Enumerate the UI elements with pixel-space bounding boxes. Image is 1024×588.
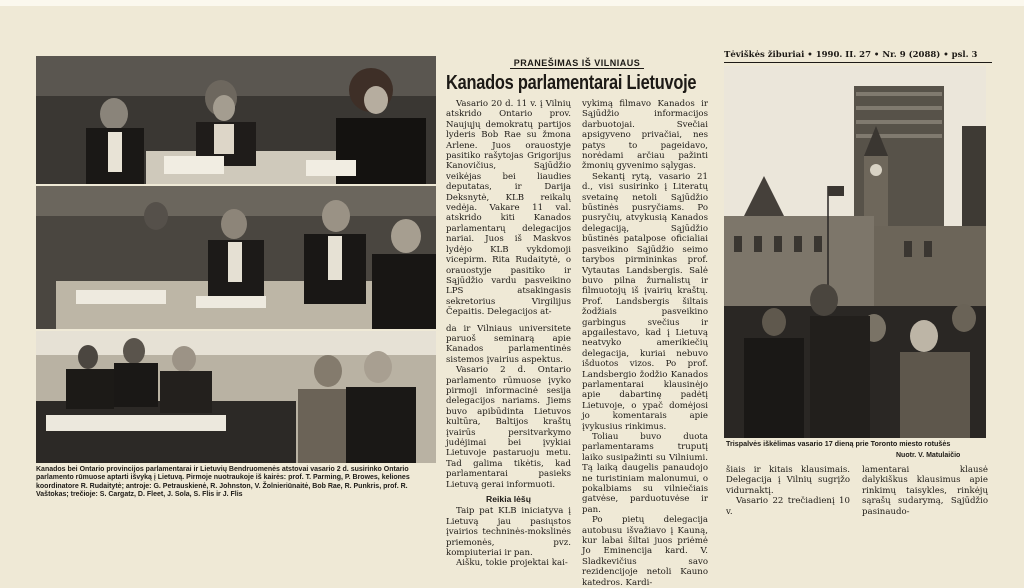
right-column-a xyxy=(726,465,850,517)
article-kicker: PRANEŠIMAS IŠ VILNIAUS xyxy=(446,58,708,68)
photo-parlamentarai-3 xyxy=(36,331,436,463)
article-column-1 xyxy=(446,99,571,569)
masthead-rule xyxy=(724,62,992,63)
article-headline: Kanados parlamentarai Lietuvoje xyxy=(446,72,697,94)
col2-paragraph: Toliau buvo duota parlamentarams truputį laiko susipažinti su Vilniumi. Tą laiką daugelis panaudojo ne turistiniam malonumui, o pokalbiams su vilniečiais gatvėse, parduotuvėse ir pan. xyxy=(582,432,708,515)
col2-paragraph: Sekantį rytą, vasario 21 d., visi susirinko į Literatų svetainę netoli Sąjūdžio būstinės pusryčiams. Po pusryčių, atvykusią Kanados delegaciją, Sąjūdžio būstinės patalpose oficialiai pasveikino Sąjūdžio seimo tarybos pirmininkas prof. Vytautas Landsbergis. Salė buvo pilna žurnalistų ir filmuotojų iš įvairių kraštų. Prof. Landsbergis šiltais žodžiais pasveikino garbingus svečius ir apgailestavo, kad į Lietuvą neatvyko amerikiečių delegacija, kuriai nebuvo išduotos vizos. Po prof. Landsbergio žodžio Kanados parlamentarai klausinėjo apie dabartinę padėtį Lietuvoje, o ypač domėjosi jo komentarais apie įvykusius rinkimus. xyxy=(582,171,708,432)
col1-paragraph: Aišku, tokie projektai kai- xyxy=(456,558,568,569)
page-top-edge xyxy=(0,0,1024,6)
col1-paragraph: Taip pat KLB iniciatyva į Lietuvą jau pasiųstos įvairios techninės-mokslinės priemonės, pvz. kompiuteriai ir pan. xyxy=(446,506,571,559)
col1-subhead: Reikia lėšų xyxy=(486,494,531,505)
photo-parlamentarai-1 xyxy=(36,56,436,184)
left-photo-caption: Kanados bei Ontario provincijos parlamentarai ir Lietuvių Bendruomenės atstovai vasario 2 d. susirinko Ontario parlamento rūmuose aptarti išvyką į Lietuvą. Pirmoje nuotraukoje iš kairės: prof. T. Parming, P. Browes, keliones koordinatore R. Rudaitytė; antroje: G. Petrauskienė, R. Johnston, V. Žolnieriūnaitė, Bob Rae, R. Punkris, prof. R. Vaštokas; trečioje: S. Cargatz, D. Fleet, J. Sola, S. Flis ir J. Flis xyxy=(36,466,410,499)
right-column-b xyxy=(862,465,988,517)
page-masthead: Tėviškės žiburiai • 1990. II. 27 • Nr. 9 (2088) • psl. 3 xyxy=(724,50,978,60)
right-col-b-paragraph: lamentarai klausė dalykiškus klausimus apie rinkimų taisykles, rinkėjų sąrašų sudarymą, Sąjūdžio pasinaudo- xyxy=(862,465,988,517)
col1-paragraph: Vasario 20 d. 11 v. į Vilnių atskrido Ontario prov. Naujųjų demokratų partijos lyderis Bob Rae su žmona Arlene. Juos orauostyje pasitiko rašytojas Grigorijus Kanovičius, Sąjūdžio veikėjas bei liaudies deputatas, ir Darija Deksnytė, KLB reikalų vedėja. Vakare 11 val. atskrido kiti Kanados parlamentarų delegacijos nariai. Juos iš Maskvos lydėjo KLB vykdomoji vicepirm. Rita Rudaitytė, o orauostyje pasitiko ir Sąjūdžio vardu pasveikino LPS atsakingasis sekretorius Virgilijus Čepaitis. Delegacijos at- xyxy=(446,99,571,318)
col1-paragraph: Vasario 2 d. Ontario parlamento rūmuose įvyko pirmoji informacinė sesija delegacijos nariams. Jiems buvo apibūdinta Lietuvos kultūra, Baltijos kraštų įvairūs persitvarkymo judėjimai bei įvykiai Lietuvoje pastaruoju metu. Tad galima tikėtis, kad parlamentarai pasieks Lietuvą gerai informuoti. xyxy=(446,365,571,490)
right-photo-caption: Trispalvės iškėlimas vasario 17 dieną prie Toronto miesto rotušės xyxy=(726,439,951,448)
col2-paragraph: Po pietų delegacija autobusu išvažiavo į Kauną, kur labai šiltai juos priėmė Jo Eminencija kard. V. Sladkevičius savo rezidencijoje netoli Kauno katedros. Kardi- xyxy=(582,515,708,588)
article-column-2 xyxy=(582,99,708,588)
right-col-a-paragraph: šiais ir kitais klausimais. Delegacija į Vilnių sugrįžo vidurnaktį. xyxy=(726,465,850,496)
col1-paragraph: da ir Vilniaus universitete paruoš seminarą apie Kanados parlamentinės sistemos įvairius aspektus. xyxy=(446,323,571,365)
photo-toronto-city-hall xyxy=(724,66,986,438)
right-col-a-paragraph: Vasario 22 trečiadienį 10 v. xyxy=(726,496,850,517)
right-photo-credit: Nuotr. V. Matulaičio xyxy=(896,452,961,459)
photo-parlamentarai-2 xyxy=(36,186,436,329)
col2-paragraph: vykimą filmavo Kanados ir Sąjūdžio informacijos darbuotojai. Svečiai apsigyveno privačiai, nes patys to pageidavo, norėdami arčiau pažinti žmonių gyvenimo sąlygas. xyxy=(582,99,708,172)
